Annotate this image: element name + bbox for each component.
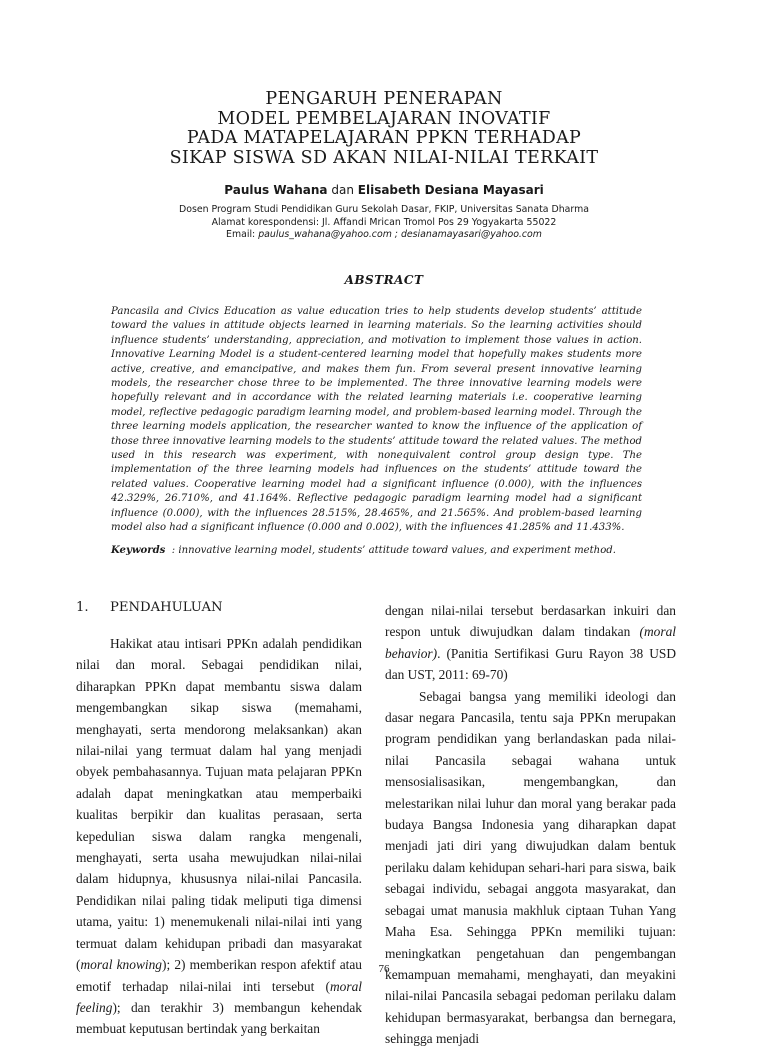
text-run: . (Panitia Sertifikasi Guru Rayon 38 USD dan UST, 2011: 69-70) (385, 645, 676, 683)
address-line: Alamat korespondensi: Jl. Affandi Mrican Tromol Pos 29 Yogyakarta 55022 (211, 216, 557, 228)
author-line (80, 183, 688, 197)
page-number: 76 (378, 963, 390, 975)
right-paragraph-2: Sebagai bangsa yang memiliki ideologi dan dasar negara Pancasila, tentu saja PPKn merupakan program pendidikan yang berlandaskan pada nilai-nilai Pancasila sebagai wahana untuk mensosialisasikan, mengembangkan, dan melestarikan nilai luhur dan moral yang berakar pada budaya Bangsa Indonesia yang diharapkan dapat menjadi jati diri yang diwujudkan dalam bentuk perilaku dalam kehidupan sehari-hari para siswa, baik sebagai individu, sebagai anggota masyarakat, dan sebagai umat manusia makhluk ciptaan Tuhan Yang Maha Esa. Sehingga PPKn memiliki tujuan: meningkatkan pengetahuan dan pengembangan kemampuan memahami, menghayati, dan meyakini nilai-nilai Pancasila sebagai pedoman perilaku dalam kehidupan bermasyarakat, berbangsa dan bernegara, sehingga menjadi (385, 688, 676, 1047)
email-value: paulus_wahana@yahoo.com ; desianamayasari@yahoo.com (258, 229, 542, 241)
text-run: ); dan terakhir 3) membangun kehendak membuat keputusan bertindak yang berkaitan (76, 999, 362, 1037)
keywords-separator: : (171, 545, 176, 556)
article-title (100, 90, 668, 168)
section-number: 1. (76, 600, 89, 615)
right-paragraph-1 (385, 600, 676, 686)
title-line-2: MODEL PEMBELAJARAN INOVATIF (217, 108, 551, 129)
abstract-heading: ABSTRACT (344, 273, 424, 287)
text-run: dengan nilai-nilai tersebut berdasarkan inkuiri dan respon untuk diwujudkan dalam tindakan (385, 603, 676, 640)
keywords-label: Keywords (111, 545, 166, 556)
italic-term-moral-knowing: moral knowing (80, 957, 162, 973)
italic-term-moral-feeling: moral feeling (76, 978, 362, 1015)
text-run: ); 2) memberikan respon afektif atau emotif terhadap nilai-nilai inti tersebut ( (76, 957, 362, 994)
author-first: Paulus Wahana (224, 183, 328, 197)
section-title: PENDAHULUAN (110, 600, 223, 615)
affiliation-block (80, 204, 688, 242)
keywords-text: innovative learning model, students’ attitude toward values, and experiment method. (178, 545, 616, 556)
abstract-text: Pancasila and Civics Education as value education tries to help students develop students’ attitude toward the values in attitude objects learned in learning materials. So the learning activities should influence students’ understanding, appreciation, and motivation to implement those values in action. Innovative Learning Model is a student-centered learning model that hopefully makes students more active, creative, and emancipative, and makes them fun. From several present innovative learning models, the researcher chose three to be implemented. The three innovative learning models were hopefully relevant and in accordance with the related learning materials i.e. cooperative learning model, reflective pedagogic paradigm learning model, and problem-based learning model. Through the three learning models application, the researcher wanted to know the influence of the application of those three innovative learning models to the students’ attitude toward the related values. The method used in this research was experiment, with nonequivalent control group design type. The implementation of the three learning models had influences on the students’ attitude toward the related values. Cooperative learning model had a significant influence (0.000), with the influences 42.329%, 26.710%, and 41.164%. Reflective pedagogic paradigm learning model had a significant influence (0.000), with the influences 28.515%, 28.465%, and 21.565%. And problem-based learning model also had a significant influence (0.000 and 0.002), with the influences 41.285% and 11.433%. (111, 306, 642, 534)
email-label: Email: (226, 229, 256, 241)
italic-term-moral-behavior: (moral behavior) (385, 624, 676, 661)
right-column (385, 600, 676, 1050)
author-connector: dan (331, 183, 354, 197)
left-paragraph-1 (76, 633, 362, 1040)
keywords-line (111, 545, 651, 556)
title-line-1: PENGARUH PENERAPAN (265, 89, 503, 109)
title-line-3: PADA MATAPELAJARAN PPKN TERHADAP (186, 128, 582, 148)
text-run: Hakikat atau intisari PPKn adalah pendidikan nilai dan moral. Sebagai pendidikan nilai, diharapkan PPKn dapat membantu siswa dalam mengembangkan sikap siswa (memahami, menghayati, serta mendorong melaksankan) akan nilai-nilai yang termuat dalam hal yang menjadi obyek pembahasannya. Tujuan mata pelajaran PPKn adalah dapat meningkatkan atau memperbaiki kualitas berpikir dan kualitas perasaan, serta kepedulian siswa dalam rangka mengenali, menghayati, serta usaha mewujudkan nilai-nilai dalam hidupnya, khususnya nilai-nilai Pancasila. Pendidikan nilai paling tidak meliputi tiga dimensi utama, yaitu: 1) menemukenali nilai-nilai inti yang termuat dalam kehidupan pribadi dan masyarakat ( (76, 636, 362, 973)
title-line-4: SIKAP SISWA SD AKAN NILAI-NILAI TERKAIT (169, 147, 599, 168)
affiliation-line: Dosen Program Studi Pendidikan Guru Sekolah Dasar, FKIP, Universitas Sanata Dharma (179, 204, 589, 215)
left-column (76, 633, 362, 1040)
email-line (80, 229, 688, 242)
author-second: Elisabeth Desiana Mayasari (357, 183, 544, 197)
section-heading (76, 600, 223, 615)
